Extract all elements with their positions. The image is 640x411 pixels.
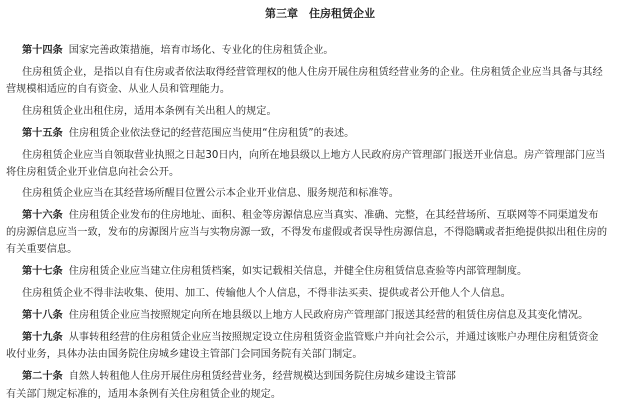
paragraph-text: 住房租赁企业不得非法收集、使用、加工、传输他人个人信息，不得非法买卖、提供或者公开他人个人信息。 <box>22 288 511 299</box>
article-number: 第十四条 <box>22 45 63 56</box>
paragraph-text: 营规模相适应的自有资金、从业人员和管理能力。 <box>6 84 231 95</box>
paragraph-text: 住房租赁企业依法登记的经营范围应当使用“住房租赁”的表述。 <box>68 128 355 139</box>
paragraph-text: 住房租赁企业出租住房，适用本条例有关出租人的规定。 <box>22 106 277 117</box>
paragraph-text: 有关部门规定标准的，适用本条例有关住房租赁企业的规定。 <box>6 389 282 400</box>
paragraph-line <box>0 66 640 80</box>
paragraph-text: 自然人转租他人住房开展住房租赁经营业务，经营规模达到国务院住房城乡建设主管部 <box>68 371 456 382</box>
article-17-line <box>0 265 640 279</box>
paragraph-line <box>0 187 640 201</box>
article-16-line <box>0 209 640 223</box>
paragraph-text: 住房租赁企业发布的住房地址、面积、租金等房源信息应当真实、准确、完整，在其经营场所、互联网等不同渠道发布 <box>68 210 599 221</box>
article-number: 第十六条 <box>22 210 63 221</box>
paragraph-text: 住房租赁企业应当建立住房租赁档案，如实记载相关信息，并健全住房租赁信息查验等内部管理制度。 <box>68 266 528 277</box>
paragraph-line <box>0 348 640 362</box>
paragraph-line <box>0 166 640 180</box>
paragraph-text: 住房租赁企业应当在其经营场所醒目位置公示本企业开业信息、服务规范和标准等。 <box>22 188 399 199</box>
paragraph-line <box>0 149 640 163</box>
article-18-line <box>0 309 640 323</box>
article-number: 第十八条 <box>22 310 63 321</box>
paragraph-text: 收付业务，具体办法由国务院住房城乡建设主管部门会同国务院有关部门制定。 <box>6 349 363 360</box>
paragraph-line <box>0 83 640 97</box>
paragraph-text: 的房源信息应当一致，发布的房源图片应当与实物房源一致，不得发布虚假或者误导性房源信息，不得隐瞒或者拒绝提供拟出租住房的 <box>6 227 608 238</box>
article-15-line <box>0 127 640 141</box>
article-14-line <box>0 44 640 58</box>
fade-overlay <box>468 366 640 388</box>
paragraph-line <box>0 388 640 402</box>
chapter-title: 第三章 住房租赁企业 <box>265 7 375 20</box>
article-number: 第十七条 <box>22 266 63 277</box>
paragraph-line <box>0 243 640 257</box>
article-number: 第十九条 <box>22 332 63 343</box>
paragraph-line <box>0 287 640 301</box>
paragraph-text: 从事转租经营的住房租赁企业应当按照规定设立住房租赁资金监管账户并向社会公示，并通过该账户办理住房租赁资金 <box>68 332 599 343</box>
paragraph-line <box>0 105 640 119</box>
paragraph-text: 住房租赁企业，是指以自有住房或者依法取得经营管理权的他人住房开展住房租赁经营业务的企业。住房租赁企业应当具备与其经 <box>22 67 603 78</box>
paragraph-text: 有关重要信息。 <box>6 244 78 255</box>
paragraph-text: 将住房租赁企业开业信息向社会公开。 <box>6 167 180 178</box>
paragraph-text: 住房租赁企业应当按照规定向所在地县级以上地方人民政府房产管理部门报送其经营的租赁住房信息及其变化情况。 <box>68 310 589 321</box>
article-number: 第十五条 <box>22 128 63 139</box>
paragraph-text: 国家完善政策措施，培育市场化、专业化的住房租赁企业。 <box>68 45 334 56</box>
article-19-line <box>0 331 640 345</box>
paragraph-line <box>0 226 640 240</box>
paragraph-text: 住房租赁企业应当自领取营业执照之日起30日内，向所在地县级以上地方人民政府房产管理部门报送开业信息。房产管理部门应当 <box>22 150 606 161</box>
article-number: 第二十条 <box>22 371 63 382</box>
